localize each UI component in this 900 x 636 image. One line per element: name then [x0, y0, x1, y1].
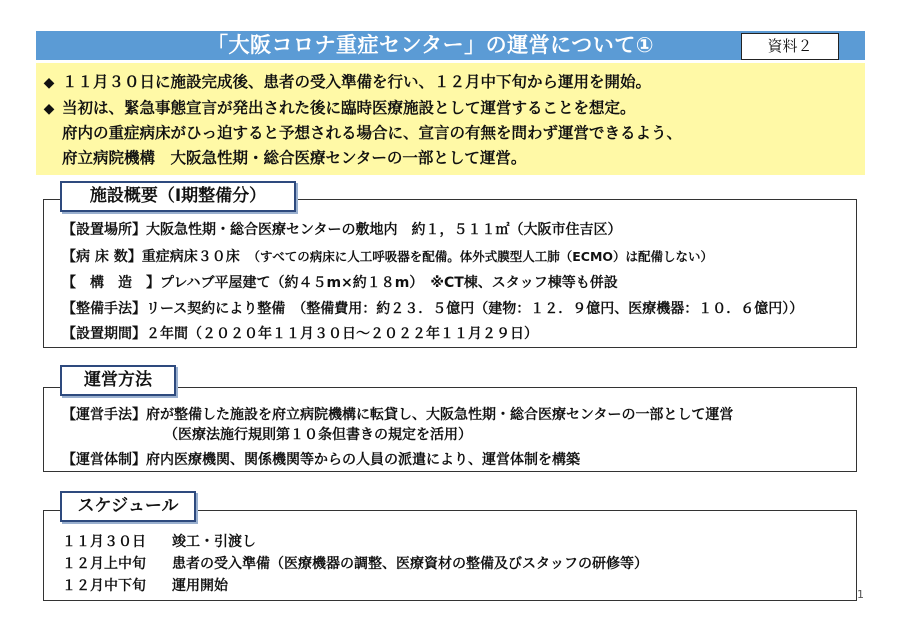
summary-line: ◆ 当初は、緊急事態宣言が発出された後に臨時医療施設として運営することを想定。 [36, 96, 636, 118]
summary-line: ◆ １１月３０日に施設完成後、患者の受入準備を行い、１２月中下旬から運用を開始。 [36, 70, 651, 92]
diamond-bullet-icon: ◆ [43, 75, 55, 91]
operation-row: 【運営体制】府内医療機関、関係機関等からの人員の派遣により、運営体制を構築 [62, 452, 580, 468]
operation-row-note: （医療法施行規則第１０条但書きの規定を活用） [164, 427, 472, 443]
schedule-event: 運用開始 [172, 578, 228, 594]
facility-row: 【 構 造 】プレハブ平屋建て（約４５m×約１８m） ※CT棟、スタッフ棟等も併設 [62, 275, 618, 291]
diamond-bullet-icon: ◆ [43, 101, 55, 117]
facility-row: 【設置場所】大阪急性期・総合医療センターの敷地内 約１，５１１㎡（大阪市住吉区） [62, 222, 622, 238]
page-title: 「大阪コロナ重症センター」の運営について① [206, 33, 655, 57]
schedule-row [62, 531, 256, 551]
document-label: 資料２ [741, 33, 839, 60]
schedule-section-box [43, 510, 857, 601]
schedule-event: 患者の受入準備（医療機器の調整、医療資材の整備及びスタッフの研修等） [172, 556, 648, 572]
operation-section-box [43, 387, 857, 472]
page-number: 1 [857, 588, 864, 601]
operation-row: 【運営手法】府が整備した施設を府立病院機構に転貸し、大阪急性期・総合医療センターの一部として運営 [62, 407, 734, 423]
schedule-row [62, 553, 648, 573]
facility-row: 【病 床 数】重症病床３０床 （すべての病床に人工呼吸器を配備。体外式膜型人工肺（ECMO）は配備しない） [62, 249, 714, 265]
schedule-date: １２月中下旬 [62, 578, 146, 594]
facility-row: 【設置期間】２年間（２０２０年１１月３０日～２０２２年１１月２９日） [62, 326, 538, 342]
summary-line: 府内の重症病床がひっ迫すると予想される場合に、宣言の有無を問わず運営できるよう、 [62, 124, 683, 142]
facility-section-heading: 施設概要（Ⅰ期整備分） [60, 181, 296, 212]
schedule-date: １１月３０日 [62, 534, 146, 550]
schedule-event: 竣工・引渡し [172, 534, 256, 550]
operation-section-heading: 運営方法 [60, 365, 176, 396]
schedule-row [62, 575, 228, 595]
schedule-date: １２月上中旬 [62, 556, 146, 572]
summary-line: 府立病院機構 大阪急性期・総合医療センターの一部として運営。 [62, 149, 527, 167]
facility-section-box [43, 199, 857, 348]
facility-row-note: （すべての病床に人工呼吸器を配備。体外式膜型人工肺（ECMO）は配備しない） [253, 249, 714, 264]
summary-box [36, 63, 865, 175]
schedule-section-heading: スケジュール [60, 491, 196, 522]
facility-row: 【整備手法】リース契約により整備 （整備費用：約２３．５億円（建物：１２．９億円、医療機器：１０．６億円）） [62, 301, 804, 317]
